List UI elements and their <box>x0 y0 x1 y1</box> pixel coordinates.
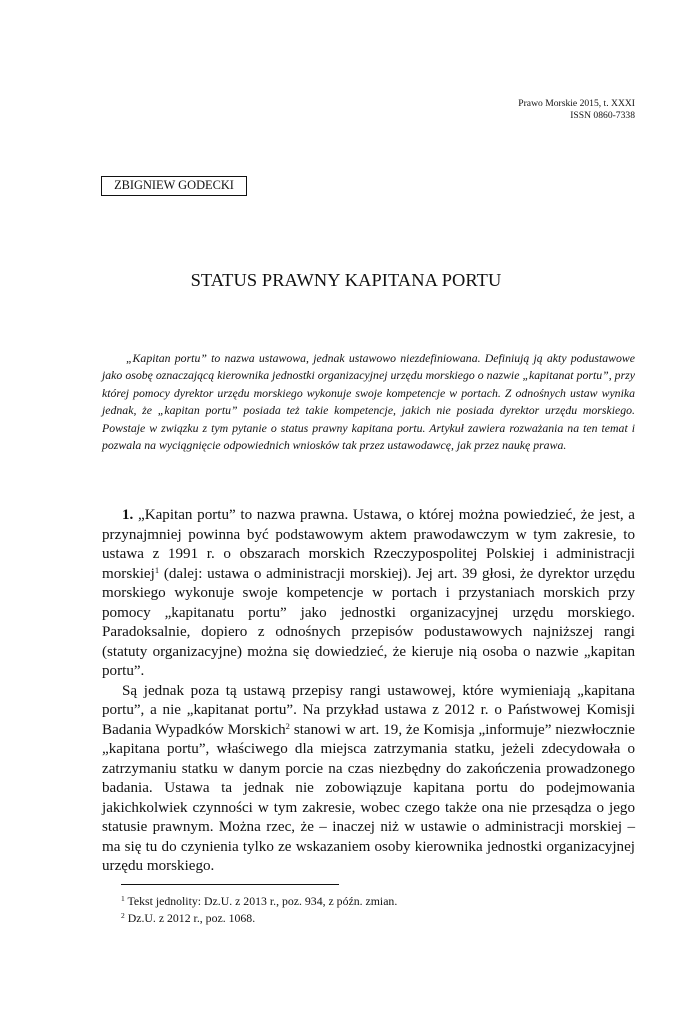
article-title: STATUS PRAWNY KAPITANA PORTU <box>190 270 502 290</box>
abstract-text: „Kapitan portu” to nazwa ustawowa, jednak ustawowo niezdefiniowana. Definiują ją akty podustawowe jako osobę oznaczającą kierownika jednostki organizacyjnej urzędu morskiego o nazwie „kapitanat portu”, przy której pomocy dyrektor urzędu morskiego wykonuje swoje kompetencje w portach. Z odnośnych ustaw wynika jednak, że „kapitan portu” posiada też takie kompetencje, jakich nie posiada dyrektor urzędu morskiego. Powstaje w związku z tym pytanie o status prawny kapitana portu. Artykuł zawiera rozważania na ten temat i pozwala na wyciągnięcie odpowiednich wniosków tak przez ustawodawcę, jak przez naukę prawa. <box>102 351 635 453</box>
paragraph-1 <box>102 506 635 682</box>
journal-citation: Prawo Morskie 2015, t. XXXI <box>518 98 635 109</box>
footnote-ref-1[interactable]: 1 <box>154 564 160 575</box>
footnotes <box>121 893 621 926</box>
paragraph-2 <box>102 682 635 877</box>
footnote-ref-2[interactable]: 2 <box>285 720 290 731</box>
footnote-mark-1: 1 <box>121 894 125 903</box>
journal-issn: ISSN 0860-7338 <box>570 109 635 121</box>
paragraph-1-text-b: (dalej: ustawa o administracji morskiej). Jej art. 39 głosi, że dyrektor urzędu morskiego wykonuje swoje kompetencje w portach i przystaniach morskich przy pomocy „kapitanatu portu” jako jednostki organizacyjnej urzędu morskiego. Paradoksalnie, dopiero z odnośnych przepisów podustawowych najniższej rangi (statuty organizacyjne) można się dowiedzieć, że kieruje nią osoba o nazwie „kapitan portu”. <box>102 565 635 679</box>
article-body <box>102 506 635 877</box>
paragraph-1-text-a: „Kapitan portu” to nazwa prawna. Ustawa, o której można powiedzieć, że jest, a przynajmniej powinna być podstawowym aktem prawodawczym w tym zakresie, to ustawa z 1991 r. o obszarach morskich Rzeczypospolitej Polskiej i administracji morskiej <box>102 507 635 582</box>
footnote-2-text: Dz.U. z 2012 r., poz. 1068. <box>124 910 256 925</box>
footnote-1 <box>121 893 621 910</box>
paragraph-2-text-b: stanowi w art. 19, że Komisja „informuje” niezwłocznie „kapitana portu”, właściwego dla miejsca zatrzymania statku, jeżeli zdecydowała o zatrzymaniu statku w danym porcie na czas niezbędny do zakończenia prowadzonego badania. Ustawa ta jednak nie zobowiązuje kapitana portu do podejmowania jakichkolwiek czynności w tym zakresie, wobec czego także ona nie przesądza o jego statusie prawnym. Można rzec, że – inaczej niż w ustawie o administracji morskiej – ma się tu do czynienia tylko ze wskazaniem osoby kierownika jednostki organizacyjnej urzędu morskiego. <box>102 721 635 874</box>
abstract <box>102 350 635 454</box>
footnote-separator <box>121 884 339 885</box>
author-name: ZBIGNIEW GODECKI <box>101 176 247 196</box>
journal-header <box>518 98 635 121</box>
footnote-mark-2: 2 <box>121 910 125 920</box>
footnote-2 <box>121 910 621 927</box>
paragraph-2-text-a: Są jednak poza tą ustawą przepisy rangi ustawowej, które wymieniają „kapitana portu”, a nie „kapitanat portu”. Na przykład ustawa z 2012 r. o Państwowej Komisji Badania Wypadków Morskich <box>102 682 635 738</box>
footnote-1-text: Tekst jednolity: Dz.U. z 2013 r., poz. 934, z późn. zmian. <box>124 894 398 908</box>
section-number: 1. <box>122 507 134 523</box>
